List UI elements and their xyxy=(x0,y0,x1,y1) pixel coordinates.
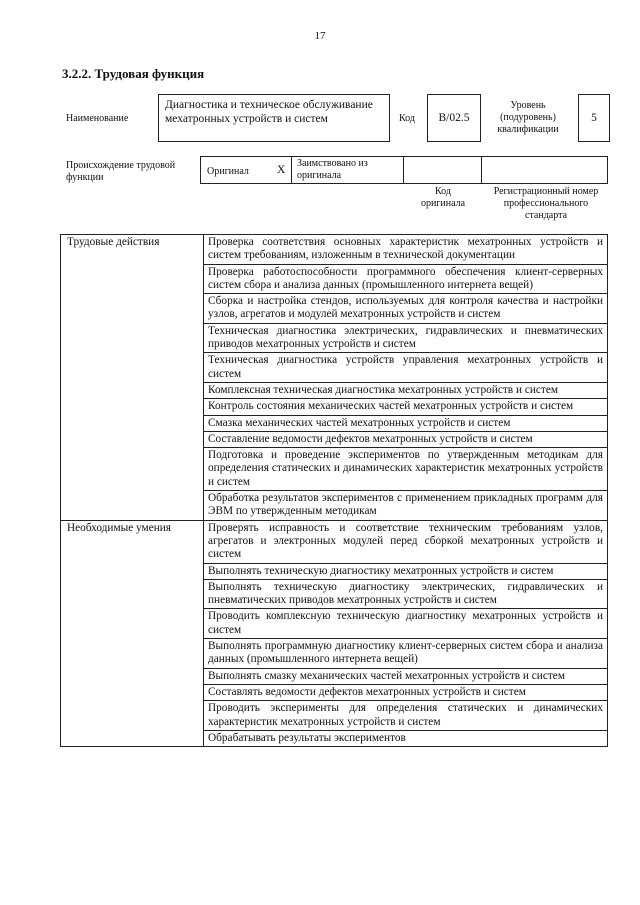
function-name-box xyxy=(158,94,390,142)
skill-item: Выполнять техническую диагностику электрических, гидравлических и пневматических приводов мехатронных устройств и систем xyxy=(204,579,608,609)
origin-label: Происхождение трудовой функции xyxy=(66,160,176,183)
labor-functions-table xyxy=(60,234,608,747)
section-title: 3.2.2. Трудовая функция xyxy=(62,66,205,81)
borrowed-label: Заимствовано из оригинала xyxy=(297,158,368,181)
category-labor-actions: Трудовые действия xyxy=(61,235,204,521)
category-required-skills: Необходимые умения xyxy=(61,520,204,746)
origin-divider-2 xyxy=(403,156,404,184)
origin-divider-3 xyxy=(481,156,482,184)
code-label: Код xyxy=(399,113,415,124)
level-value: 5 xyxy=(591,112,597,124)
page-number: 17 xyxy=(314,30,326,42)
labor-action-item: Подготовка и проведение экспериментов по утвержденным методикам для определения статических и динамических характеристик мехатронных устройств и систем xyxy=(204,448,608,491)
labor-action-item: Комплексная техническая диагностика мехатронных устройств и систем xyxy=(204,382,608,398)
function-name-value: Диагностика и техническое обслуживание мехатронных устройств и систем xyxy=(165,99,373,125)
labor-action-item: Обработка результатов экспериментов с применением прикладных программ для ЭВМ по утвержденным методикам xyxy=(204,491,608,521)
skill-item: Составлять ведомости дефектов мехатронных устройств и систем xyxy=(204,684,608,700)
skill-item: Проверять исправность и соответствие техническим требованиям узлов, агрегатов и электронных модулей перед сборкой мехатронных устройств и систем xyxy=(204,520,608,563)
labor-action-item: Сборка и настройка стендов, используемых для контроля качества и настройки узлов, агрегатов и модулей мехатронных устройств и систем xyxy=(204,294,608,324)
code-original-caption: Код оригинала xyxy=(420,186,466,209)
original-label: Оригинал xyxy=(207,166,249,177)
registration-number-caption: Регистрационный номер профессионального стандарта xyxy=(493,186,599,221)
skill-item: Обрабатывать результаты экспериментов xyxy=(204,730,608,746)
labor-action-item: Контроль состояния механических частей мехатронных устройств и систем xyxy=(204,399,608,415)
origin-row xyxy=(200,156,608,184)
labor-action-item: Смазка механических частей мехатронных устройств и систем xyxy=(204,415,608,431)
table-row xyxy=(61,235,608,265)
skill-item: Выполнять программную диагностику клиент-серверных систем сбора и анализа данных (промышленного интернета вещей) xyxy=(204,639,608,669)
labor-action-item: Проверка соответствия основных характеристик мехатронных устройств и систем требованиям, изложенным в технической документации xyxy=(204,235,608,265)
level-box xyxy=(578,94,610,142)
level-label: Уровень (подуровень) квалификации xyxy=(497,100,559,135)
original-mark: X xyxy=(277,164,286,176)
code-value: B/02.5 xyxy=(438,112,470,124)
skill-item: Выполнять техническую диагностику мехатронных устройств и систем xyxy=(204,563,608,579)
labor-action-item: Проверка работоспособности программного обеспечения клиент-серверных систем сбора и анализа данных (промышленного интернета вещей) xyxy=(204,264,608,294)
labor-action-item: Техническая диагностика электрических, гидравлических и пневматических приводов мехатронных устройств и систем xyxy=(204,323,608,353)
table-row xyxy=(61,520,608,563)
skill-item: Проводить комплексную техническую диагностику мехатронных устройств и систем xyxy=(204,609,608,639)
name-label: Наименование xyxy=(66,113,129,124)
labor-action-item: Составление ведомости дефектов мехатронных устройств и систем xyxy=(204,431,608,447)
code-box xyxy=(427,94,481,142)
labor-action-item: Техническая диагностика устройств управления мехатронных устройств и систем xyxy=(204,353,608,383)
skill-item: Проводить эксперименты для определения статических и динамических характеристик мехатронных устройств и систем xyxy=(204,701,608,731)
skill-item: Выполнять смазку механических частей мехатронных устройств и систем xyxy=(204,668,608,684)
origin-divider-1 xyxy=(291,156,292,184)
